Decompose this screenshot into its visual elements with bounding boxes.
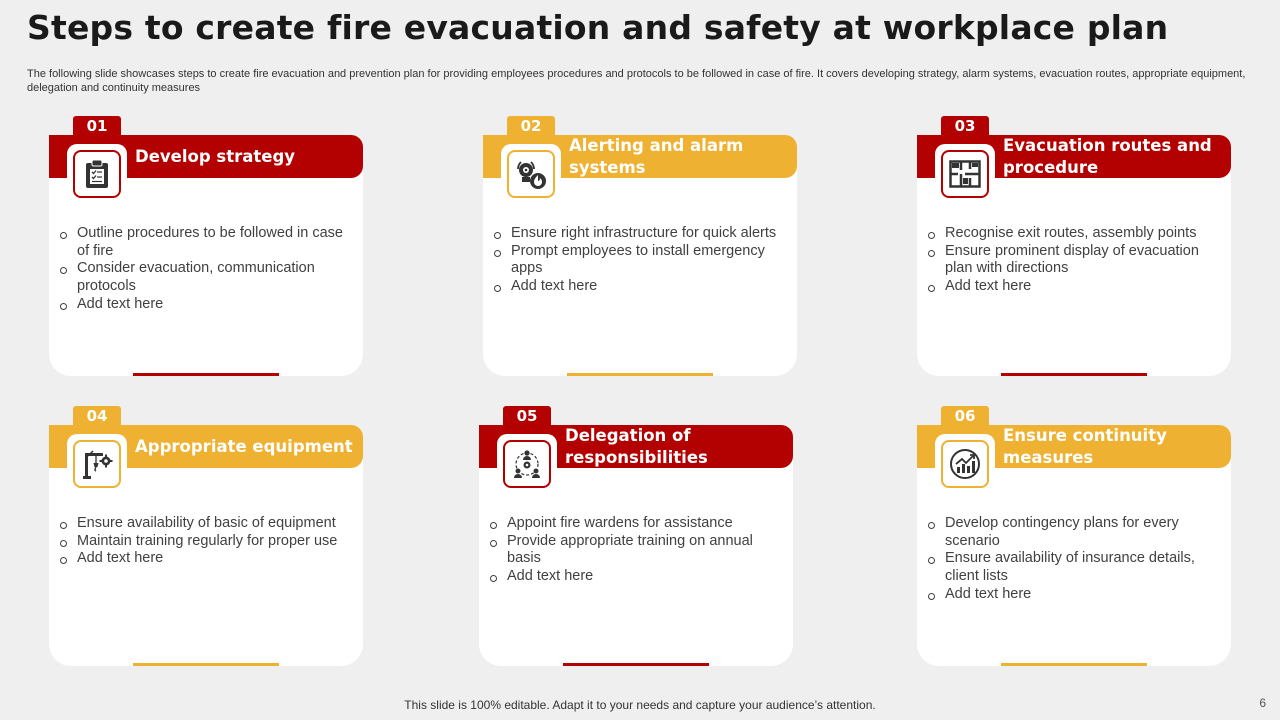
step-heading: Delegation of responsibilities xyxy=(565,425,708,467)
list-item: Prompt employees to install emergency apps xyxy=(493,243,783,278)
accent-bar xyxy=(133,373,279,376)
step-heading: Alerting and alarm systems xyxy=(569,135,744,177)
page-number: 6 xyxy=(1259,696,1266,710)
step-icon-frame xyxy=(935,144,995,204)
list-item: Add text here xyxy=(59,296,349,314)
list-item: Add text here xyxy=(489,568,779,586)
step-number-badge: 02 xyxy=(507,116,555,136)
step-number-badge: 03 xyxy=(941,116,989,136)
step-icon-frame xyxy=(67,434,127,494)
step-card-01 xyxy=(49,117,363,376)
list-item: Add text here xyxy=(927,586,1217,604)
accent-bar xyxy=(1001,663,1147,666)
list-item: Add text here xyxy=(493,278,783,296)
step-icon-frame xyxy=(497,434,557,494)
footer-note: This slide is 100% editable. Adapt it to your needs and capture your audience’s attention. xyxy=(404,698,876,712)
step-bullet-list xyxy=(489,515,779,586)
step-bullet-list xyxy=(59,515,349,568)
list-item: Outline procedures to be followed in case of fire xyxy=(59,225,349,260)
step-heading: Develop strategy xyxy=(135,146,296,166)
step-card-03 xyxy=(917,117,1231,376)
list-item: Ensure availability of basic of equipment xyxy=(59,515,349,533)
accent-bar xyxy=(567,373,713,376)
step-card-04 xyxy=(49,407,363,666)
clipboard-checklist-icon xyxy=(84,159,110,189)
list-item: Ensure availability of insurance details, client lists xyxy=(927,550,1217,585)
step-number-badge: 01 xyxy=(73,116,121,136)
team-gear-icon xyxy=(511,448,543,480)
step-heading: Ensure continuity measures xyxy=(1003,425,1167,467)
list-item: Ensure right infrastructure for quick alerts xyxy=(493,225,783,243)
step-icon-frame xyxy=(501,144,561,204)
step-number-badge: 06 xyxy=(941,406,989,426)
step-icon-frame xyxy=(67,144,127,204)
fire-alarm-icon xyxy=(514,157,548,191)
step-bullet-list xyxy=(927,515,1217,604)
list-item: Develop contingency plans for every scenario xyxy=(927,515,1217,550)
step-bullet-list xyxy=(493,225,783,296)
step-heading: Appropriate equipment xyxy=(135,436,353,456)
list-item: Recognise exit routes, assembly points xyxy=(927,225,1217,243)
list-item: Appoint fire wardens for assistance xyxy=(489,515,779,533)
slide-subtitle: The following slide showcases steps to create fire evacuation and prevention plan for providing employees procedures and protocols to be followed in case of fire. It covers developing strategy, alarm systems, evacuation routes, appropriate equipment, delegation and continuity measures xyxy=(27,68,1246,94)
list-item: Maintain training regularly for proper use xyxy=(59,533,349,551)
growth-chart-icon xyxy=(949,448,981,480)
list-item: Add text here xyxy=(59,550,349,568)
floor-plan-icon xyxy=(949,160,981,188)
step-card-06 xyxy=(917,407,1231,666)
list-item: Consider evacuation, communication protocols xyxy=(59,260,349,295)
step-bullet-list xyxy=(927,225,1217,296)
list-item: Provide appropriate training on annual basis xyxy=(489,533,779,568)
step-heading: Evacuation routes and procedure xyxy=(1003,135,1212,177)
list-item: Ensure prominent display of evacuation plan with directions xyxy=(927,243,1217,278)
crane-gear-icon xyxy=(81,448,113,480)
step-card-05 xyxy=(479,407,793,666)
step-number-badge: 04 xyxy=(73,406,121,426)
step-bullet-list xyxy=(59,225,349,314)
slide-title: Steps to create fire evacuation and safety at workplace plan xyxy=(27,8,1169,47)
step-icon-frame xyxy=(935,434,995,494)
list-item: Add text here xyxy=(927,278,1217,296)
accent-bar xyxy=(1001,373,1147,376)
accent-bar xyxy=(563,663,709,666)
step-card-02 xyxy=(483,117,797,376)
accent-bar xyxy=(133,663,279,666)
step-number-badge: 05 xyxy=(503,406,551,426)
